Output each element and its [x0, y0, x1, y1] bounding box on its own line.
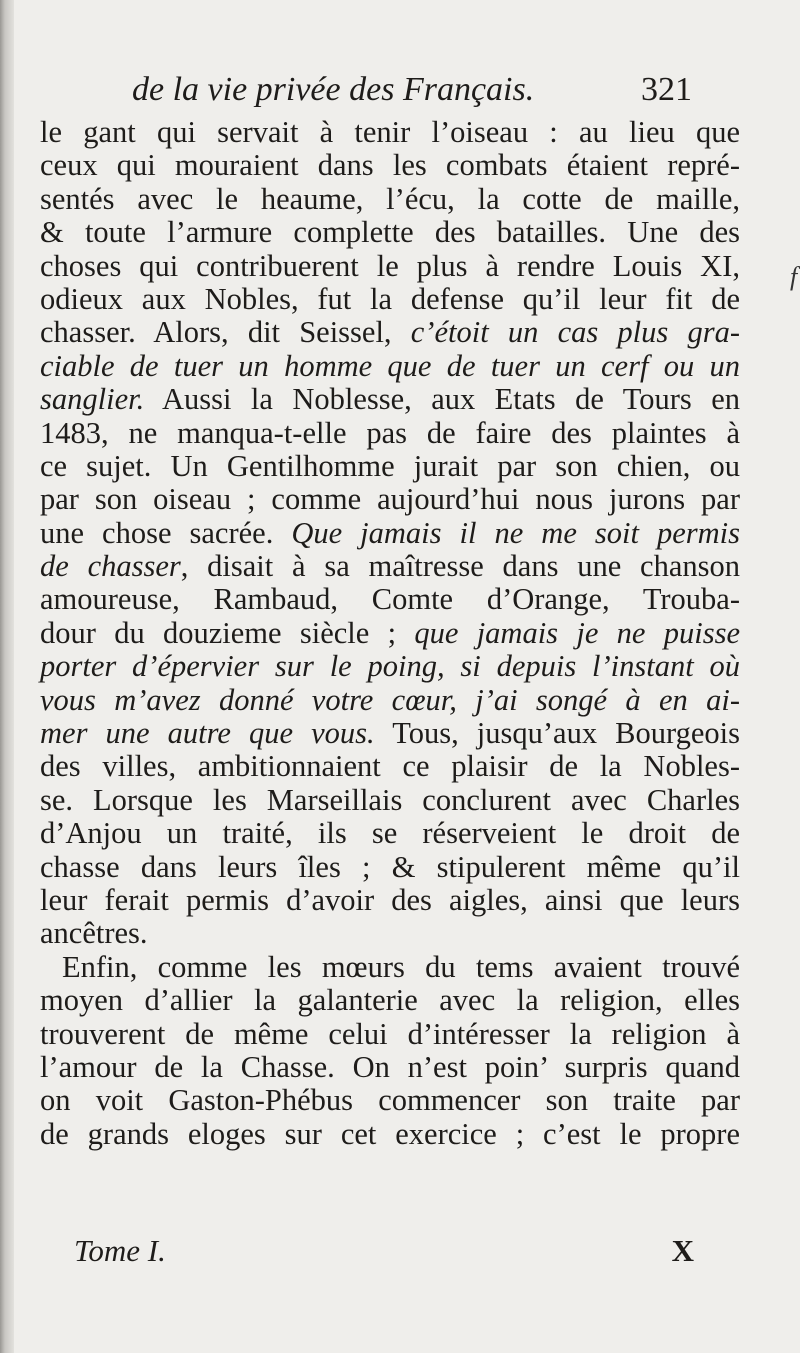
- text-line: [40, 617, 740, 650]
- italic-text-run: ciable de tuer un homme que de tuer un cerf ou un: [40, 348, 740, 383]
- text-run: Enfin, comme les mœurs du tems avaient trouvé: [62, 949, 740, 984]
- text-run: Tous, jusqu’aux Bourgeois: [374, 716, 740, 751]
- page-number: 321: [641, 71, 692, 108]
- text-line: [40, 1118, 740, 1151]
- page-footer: [74, 1233, 694, 1269]
- text-line: [40, 784, 740, 817]
- text-run: dour du douzieme siècle ;: [40, 615, 415, 650]
- italic-text-run: mer une autre que vous.: [40, 716, 375, 751]
- text-line: [40, 817, 740, 850]
- text-line: [40, 383, 740, 416]
- text-line: [40, 483, 740, 516]
- text-run: leur ferait permis d’avoir des aigles, ainsi que leurs: [40, 882, 740, 917]
- text-run: le gant qui servait à tenir l’oiseau : au lieu que: [40, 115, 740, 149]
- text-line: [40, 717, 740, 750]
- text-line: [40, 216, 740, 249]
- text-line: [40, 1051, 740, 1084]
- italic-text-run: Que jamais il ne me soit permis: [291, 515, 740, 550]
- text-line: [40, 851, 740, 884]
- italic-text-run: sanglier.: [40, 382, 145, 417]
- running-header: [132, 70, 692, 110]
- text-line: [40, 350, 740, 383]
- text-line: [40, 149, 740, 182]
- text-line: [40, 417, 740, 450]
- text-line: [40, 250, 740, 283]
- text-run: , disait à sa maîtresse dans une chanson: [180, 549, 740, 584]
- text-run: chasser. Alors, dit Seissel,: [40, 315, 411, 350]
- text-line: [40, 316, 740, 349]
- text-line: [40, 650, 740, 683]
- text-line: [40, 517, 740, 550]
- text-run: ce sujet. Un Gentilhomme jurait par son chien, ou: [40, 448, 740, 483]
- text-run: par son oiseau ; comme aujourd’hui nous jurons par: [40, 482, 740, 517]
- text-run: se. Lorsque les Marseillais conclurent avec Charles: [40, 782, 740, 817]
- text-run: on voit Gaston-Phébus commencer son traite par: [40, 1083, 740, 1118]
- text-line: [40, 984, 740, 1017]
- text-run: amoureuse, Rambaud, Comte d’Orange, Trouba-: [40, 582, 740, 617]
- text-line: [40, 183, 740, 216]
- text-run: l’amour de la Chasse. On n’est poin’ surpris quand: [40, 1049, 740, 1084]
- text-run: & toute l’armure complette des batailles. Une des: [40, 215, 740, 250]
- text-run: sentés avec le heaume, l’écu, la cotte de maille,: [40, 181, 740, 216]
- text-line: [40, 116, 740, 149]
- text-line: [40, 1084, 740, 1117]
- italic-text-run: que jamais je ne puisse: [414, 615, 740, 650]
- text-run: choses qui contribuerent le plus à rendre Louis XI,: [40, 248, 740, 283]
- text-line: [40, 583, 740, 616]
- text-run: Aussi la Noblesse, aux Etats de Tours en: [144, 382, 740, 417]
- italic-text-run: porter d’épervier sur le poing, si depuis l’instant où: [40, 649, 740, 684]
- volume-label: Tome I.: [74, 1233, 166, 1268]
- text-run: trouverent de même celui d’intéresser la religion à: [40, 1016, 740, 1051]
- text-run: 1483, ne manqua-t-elle pas de faire des plaintes à: [40, 415, 740, 450]
- book-gutter: [0, 0, 14, 1353]
- italic-text-run: c’étoit un cas plus gra-: [410, 315, 740, 350]
- text-run: une chose sacrée.: [40, 515, 292, 550]
- text-line: [40, 684, 740, 717]
- text-run: moyen d’allier la galanterie avec la religion, elles: [40, 983, 740, 1018]
- text-run: ceux qui mouraient dans les combats étaient repré-: [40, 148, 740, 183]
- text-run: d’Anjou un traité, ils se réserveient le droit de: [40, 816, 740, 851]
- text-line: [40, 917, 740, 950]
- text-line: [40, 450, 740, 483]
- italic-text-run: de chasser: [40, 549, 181, 584]
- body-text: [40, 116, 740, 1151]
- text-line: [40, 951, 740, 984]
- text-line: [40, 1018, 740, 1051]
- text-run: des villes, ambitionnaient ce plaisir de la Nobles-: [40, 749, 740, 784]
- text-line: [40, 750, 740, 783]
- running-title: de la vie privée des Français.: [132, 71, 535, 108]
- text-run: chasse dans leurs îles ; & stipulerent même qu’il: [40, 849, 740, 884]
- text-line: [40, 884, 740, 917]
- signature-mark: X: [671, 1233, 694, 1268]
- text-line: [40, 283, 740, 316]
- text-run: odieux aux Nobles, fut la defense qu’il leur fit de: [40, 281, 740, 316]
- margin-mark: f: [790, 262, 798, 291]
- text-run: de grands eloges sur cet exercice ; c’est le propre: [40, 1116, 740, 1151]
- text-line: [40, 550, 740, 583]
- italic-text-run: vous m’avez donné votre cœur, j’ai songé à en ai-: [40, 682, 740, 717]
- text-run: ancêtres.: [40, 916, 148, 951]
